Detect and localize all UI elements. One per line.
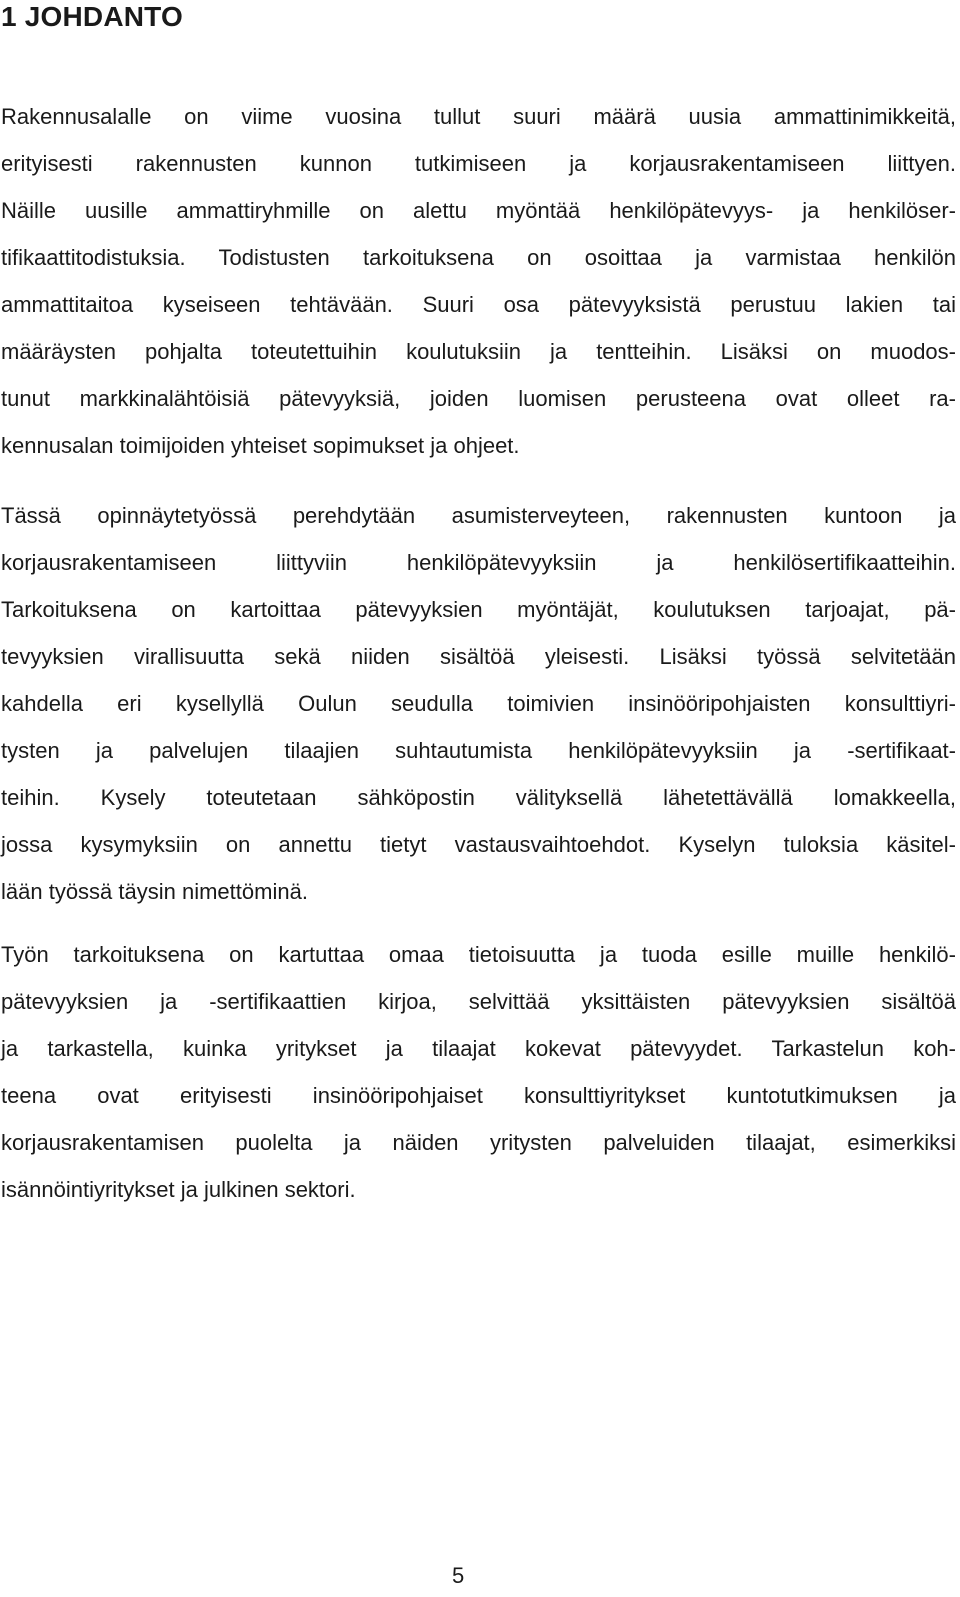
text-line: korjausrakentamiseen liittyviin henkilöpätevyyksiin ja henkilösertifikaatteihin. — [1, 550, 956, 575]
text-line: ammattitaitoa kyseiseen tehtävään. Suuri osa pätevyyksistä perustuu lakien tai — [1, 292, 956, 317]
text-line: pätevyyksien ja -sertifikaattien kirjoa, selvittää yksittäisten pätevyyksien sisältöä — [1, 989, 956, 1014]
text-line: teena ovat erityisesti insinööripohjaiset konsulttiyritykset kuntotutkimuksen ja — [1, 1083, 956, 1108]
text-line: tysten ja palvelujen tilaajien suhtautumista henkilöpätevyyksiin ja -sertifikaat- — [1, 738, 956, 763]
text-line: jossa kysymyksiin on annettu tietyt vastausvaihtoehdot. Kyselyn tuloksia käsitel- — [1, 832, 956, 857]
text-line: tunut markkinalähtöisiä pätevyyksiä, joiden luomisen perusteena ovat olleet ra- — [1, 386, 956, 411]
text-line: teihin. Kysely toteutetaan sähköpostin välityksellä lähetettävällä lomakkeella, — [1, 785, 956, 810]
text-line: lään työssä täysin nimettöminä. — [1, 879, 308, 904]
text-line: Tässä opinnäytetyössä perehdytään asumisterveyteen, rakennusten kuntoon ja — [1, 503, 956, 528]
paragraph-3 — [1, 931, 956, 1213]
text-line: Rakennusalalle on viime vuosina tullut suuri määrä uusia ammattinimikkeitä, — [1, 104, 956, 129]
text-line: määräysten pohjalta toteutettuihin koulutuksiin ja tentteihin. Lisäksi on muodos- — [1, 339, 956, 364]
text-line: kahdella eri kysellyllä Oulun seudulla toimivien insinööripohjaisten konsulttiyri- — [1, 691, 956, 716]
text-line: tevyyksien virallisuutta sekä niiden sisältöä yleisesti. Lisäksi työssä selvitetään — [1, 644, 956, 669]
text-line: tifikaattitodistuksia. Todistusten tarkoituksena on osoittaa ja varmistaa henkilön — [1, 245, 956, 270]
page-number: 5 — [452, 1563, 465, 1588]
text-line: ja tarkastella, kuinka yritykset ja tilaajat kokevat pätevyydet. Tarkastelun koh- — [1, 1036, 956, 1061]
text-line: kennusalan toimijoiden yhteiset sopimukset ja ohjeet. — [1, 433, 520, 458]
text-line: korjausrakentamisen puolelta ja näiden yritysten palveluiden tilaajat, esimerkiksi — [1, 1130, 956, 1155]
paragraph-2 — [1, 492, 956, 915]
text-line: Tarkoituksena on kartoittaa pätevyyksien myöntäjät, koulutuksen tarjoajat, pä- — [1, 597, 956, 622]
text-line: Näille uusille ammattiryhmille on alettu myöntää henkilöpätevyys- ja henkilöser- — [1, 198, 956, 223]
paragraph-1 — [1, 93, 956, 469]
text-line: isännöintiyritykset ja julkinen sektori. — [1, 1177, 356, 1202]
chapter-heading: 1 JOHDANTO — [1, 1, 183, 32]
text-line: erityisesti rakennusten kunnon tutkimiseen ja korjausrakentamiseen liittyen. — [1, 151, 956, 176]
text-line: Työn tarkoituksena on kartuttaa omaa tietoisuutta ja tuoda esille muille henkilö- — [1, 942, 956, 967]
